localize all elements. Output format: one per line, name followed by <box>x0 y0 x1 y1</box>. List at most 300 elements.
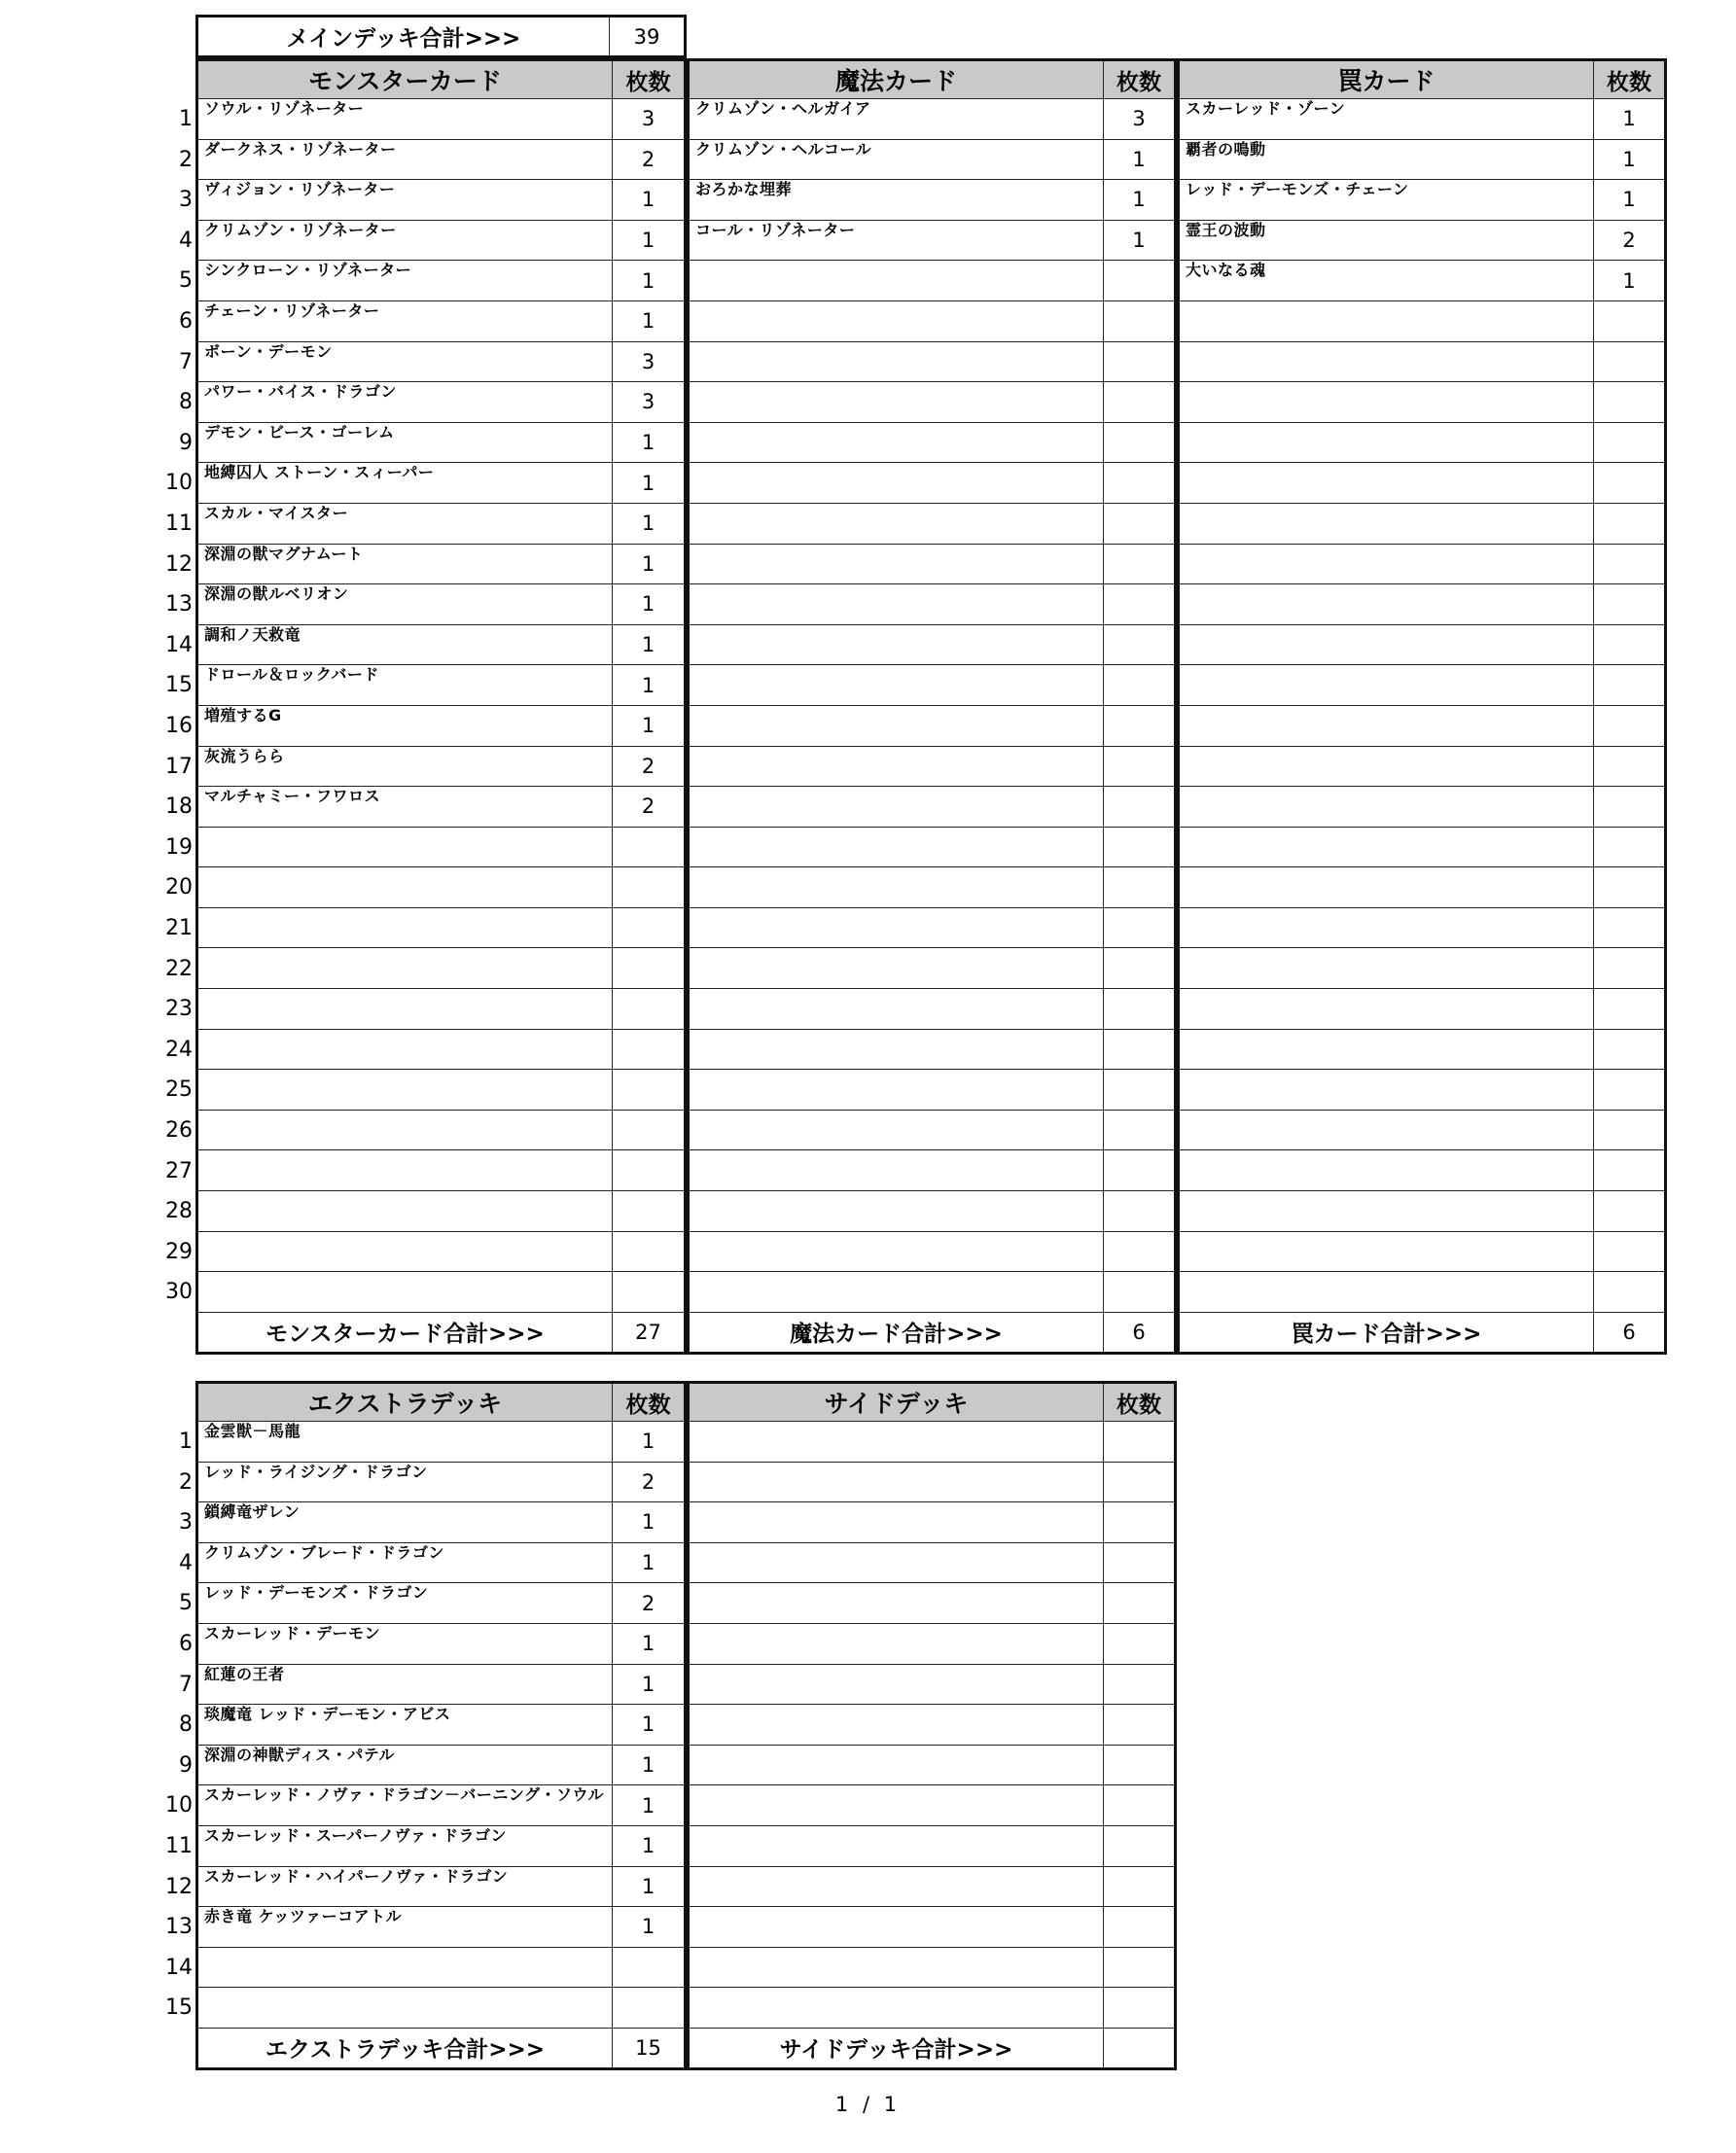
table-row <box>689 787 1176 828</box>
spell-card-name: クリムゾン・ヘルガイア <box>689 99 1104 140</box>
extra-card-name: 金雲獣－馬龍 <box>197 1422 613 1463</box>
side-card-count <box>1104 1542 1176 1583</box>
trap-total-label: 罠カード合計>>> <box>1179 1312 1594 1353</box>
row-number: 8 <box>179 390 193 415</box>
extra-card-count: 1 <box>613 1422 686 1463</box>
monster-card-count: 3 <box>613 341 686 382</box>
table-row <box>197 463 686 504</box>
monster-card-name: マルチャミー・フワロス <box>197 787 613 828</box>
monster-card-count <box>613 827 686 867</box>
monster-card-name <box>197 948 613 989</box>
table-row <box>197 261 686 301</box>
extra-total-value: 15 <box>613 2028 686 2068</box>
main-deck-total-value: 39 <box>610 17 686 57</box>
trap-card-count <box>1594 827 1666 867</box>
monster-card-name <box>197 1150 613 1191</box>
trap-card-count <box>1594 1070 1666 1111</box>
row-number: 10 <box>165 1793 193 1818</box>
monster-card-count <box>613 867 686 908</box>
monster-card-name: シンクローン・リゾネーター <box>197 261 613 301</box>
monster-card-name: 深淵の獣ルベリオン <box>197 584 613 625</box>
table-row <box>197 1705 686 1746</box>
trap-card-count <box>1594 1272 1666 1313</box>
spell-card-count: 3 <box>1104 99 1176 140</box>
spell-card-name <box>689 1191 1104 1232</box>
extra-card-count <box>613 1988 686 2029</box>
side-card-name <box>689 1664 1104 1705</box>
side-card-count <box>1104 1502 1176 1543</box>
spell-total-label: 魔法カード合計>>> <box>689 1312 1104 1353</box>
trap-card-name <box>1179 1191 1594 1232</box>
spell-card-count <box>1104 584 1176 625</box>
side-card-count <box>1104 1988 1176 2029</box>
spell-card-count <box>1104 989 1176 1030</box>
side-card-name <box>689 1705 1104 1746</box>
side-header: サイドデッキ <box>689 1383 1104 1422</box>
extra-card-count <box>613 1947 686 1988</box>
row-number: 2 <box>179 1469 193 1495</box>
table-row <box>689 1029 1176 1070</box>
spell-card-name <box>689 867 1104 908</box>
table-row <box>689 584 1176 625</box>
table-row <box>689 220 1176 261</box>
side-deck-table <box>687 1381 1177 2070</box>
table-row <box>197 705 686 746</box>
extra-card-count: 1 <box>613 1785 686 1826</box>
monster-card-count <box>613 1191 686 1232</box>
table-row <box>197 1583 686 1624</box>
row-number: 5 <box>179 268 193 294</box>
spell-card-count <box>1104 665 1176 706</box>
row-number: 13 <box>165 1915 193 1940</box>
trap-card-count <box>1594 989 1666 1030</box>
table-row <box>1179 503 1666 544</box>
trap-card-name: 大いなる魂 <box>1179 261 1594 301</box>
monster-card-count: 1 <box>613 503 686 544</box>
monster-card-name <box>197 1231 613 1272</box>
side-total-label: サイドデッキ合計>>> <box>689 2028 1104 2068</box>
trap-card-count <box>1594 463 1666 504</box>
table-row <box>689 1583 1176 1624</box>
spell-card-name <box>689 300 1104 341</box>
monster-card-count <box>613 907 686 948</box>
spell-card-count <box>1104 1191 1176 1232</box>
table-row <box>197 827 686 867</box>
table-row <box>689 1745 1176 1785</box>
table-row <box>197 1664 686 1705</box>
main-deck-total-label: メインデッキ合計>>> <box>197 17 610 57</box>
spell-card-table <box>687 58 1177 1355</box>
spell-card-name <box>689 787 1104 828</box>
monster-card-name: 深淵の獣マグナムート <box>197 544 613 584</box>
table-row <box>1179 99 1666 140</box>
monster-card-name <box>197 867 613 908</box>
table-row <box>689 1664 1176 1705</box>
spell-card-count <box>1104 827 1176 867</box>
side-card-count <box>1104 1947 1176 1988</box>
table-row <box>197 1272 686 1313</box>
table-row <box>689 1231 1176 1272</box>
extra-card-count: 1 <box>613 1502 686 1543</box>
side-card-name <box>689 1866 1104 1907</box>
trap-card-name <box>1179 300 1594 341</box>
table-row <box>689 1191 1176 1232</box>
table-row <box>689 1150 1176 1191</box>
monster-card-count: 2 <box>613 746 686 787</box>
monster-card-count: 1 <box>613 665 686 706</box>
extra-card-name: 紅蓮の王者 <box>197 1664 613 1705</box>
trap-card-count <box>1594 382 1666 423</box>
monster-card-count <box>613 1272 686 1313</box>
table-row <box>197 665 686 706</box>
spell-card-name <box>689 624 1104 665</box>
monster-card-count: 1 <box>613 220 686 261</box>
table-row <box>1179 1272 1666 1313</box>
table-row <box>1179 463 1666 504</box>
trap-card-name <box>1179 1272 1594 1313</box>
table-row <box>689 139 1176 180</box>
trap-card-name: 霊王の波動 <box>1179 220 1594 261</box>
trap-card-name <box>1179 948 1594 989</box>
spell-header: 魔法カード <box>689 60 1104 99</box>
extra-count-header: 枚数 <box>613 1383 686 1422</box>
extra-card-name: 琰魔竜 レッド・デーモン・アビス <box>197 1705 613 1746</box>
table-row <box>197 746 686 787</box>
extra-card-count: 1 <box>613 1866 686 1907</box>
trap-card-count <box>1594 705 1666 746</box>
table-row <box>197 1988 686 2029</box>
side-card-name <box>689 1785 1104 1826</box>
table-row <box>197 1907 686 1948</box>
trap-card-name <box>1179 463 1594 504</box>
extra-card-name: スカーレッド・ノヴァ・ドラゴン－バーニング・ソウル <box>197 1785 613 1826</box>
table-row <box>197 1542 686 1583</box>
table-row <box>197 1231 686 1272</box>
monster-card-count: 1 <box>613 544 686 584</box>
monster-card-name <box>197 1191 613 1232</box>
trap-card-name: レッド・デーモンズ・チェーン <box>1179 180 1594 221</box>
row-number: 13 <box>165 592 193 618</box>
table-row <box>689 341 1176 382</box>
table-row <box>1179 665 1666 706</box>
table-row <box>197 422 686 463</box>
spell-card-count <box>1104 624 1176 665</box>
spell-card-count <box>1104 544 1176 584</box>
spell-card-name <box>689 989 1104 1030</box>
extra-card-name: 深淵の神獣ディス・パテル <box>197 1745 613 1785</box>
table-row <box>689 827 1176 867</box>
side-card-name <box>689 1623 1104 1664</box>
table-row <box>689 1988 1176 2029</box>
trap-card-count <box>1594 1231 1666 1272</box>
spell-card-name <box>689 746 1104 787</box>
row-number: 30 <box>165 1280 193 1305</box>
trap-card-name <box>1179 746 1594 787</box>
side-card-count <box>1104 1745 1176 1785</box>
trap-card-count: 1 <box>1594 99 1666 140</box>
row-number: 18 <box>165 794 193 820</box>
side-card-count <box>1104 1705 1176 1746</box>
spell-card-name <box>689 463 1104 504</box>
side-card-name <box>689 1422 1104 1463</box>
table-row <box>689 463 1176 504</box>
spell-card-name <box>689 1070 1104 1111</box>
side-card-count <box>1104 1583 1176 1624</box>
row-number: 23 <box>165 997 193 1022</box>
table-row <box>197 1422 686 1463</box>
side-card-name <box>689 1988 1104 2029</box>
spell-card-name <box>689 382 1104 423</box>
monster-card-count: 1 <box>613 422 686 463</box>
row-number: 9 <box>179 1752 193 1778</box>
table-row <box>1179 1191 1666 1232</box>
extra-card-name: クリムゾン・ブレード・ドラゴン <box>197 1542 613 1583</box>
table-row <box>197 1110 686 1150</box>
row-number: 28 <box>165 1199 193 1224</box>
spell-card-name <box>689 1110 1104 1150</box>
monster-card-name: ダークネス・リゾネーター <box>197 139 613 180</box>
trap-card-name: スカーレッド・ゾーン <box>1179 99 1594 140</box>
row-number: 5 <box>179 1591 193 1616</box>
table-row <box>197 1947 686 1988</box>
table-row <box>197 787 686 828</box>
table-row <box>197 139 686 180</box>
trap-card-count <box>1594 341 1666 382</box>
table-row <box>197 99 686 140</box>
trap-header: 罠カード <box>1179 60 1594 99</box>
trap-card-count <box>1594 787 1666 828</box>
table-row <box>689 1623 1176 1664</box>
row-number: 7 <box>179 1672 193 1697</box>
spell-card-name <box>689 341 1104 382</box>
table-row <box>689 300 1176 341</box>
table-row <box>1179 867 1666 908</box>
table-row <box>689 705 1176 746</box>
side-card-name <box>689 1583 1104 1624</box>
side-card-count <box>1104 1785 1176 1826</box>
spell-card-name: コール・リゾネーター <box>689 220 1104 261</box>
table-row <box>689 1866 1176 1907</box>
spell-card-count <box>1104 341 1176 382</box>
monster-total-value: 27 <box>613 1312 686 1353</box>
table-row <box>1179 1150 1666 1191</box>
extra-card-count: 1 <box>613 1745 686 1785</box>
row-number: 25 <box>165 1077 193 1103</box>
table-row <box>197 503 686 544</box>
monster-card-count: 1 <box>613 584 686 625</box>
row-number: 21 <box>165 916 193 940</box>
row-number: 9 <box>179 430 193 455</box>
trap-count-header: 枚数 <box>1594 60 1666 99</box>
side-total-value <box>1104 2028 1176 2068</box>
monster-card-count <box>613 948 686 989</box>
row-number: 22 <box>165 956 193 981</box>
table-row <box>1179 422 1666 463</box>
trap-card-count <box>1594 624 1666 665</box>
extra-deck-table <box>195 1381 687 2070</box>
trap-card-count <box>1594 1029 1666 1070</box>
monster-card-count: 1 <box>613 300 686 341</box>
monster-card-name <box>197 1272 613 1313</box>
table-row <box>689 503 1176 544</box>
trap-card-name <box>1179 1231 1594 1272</box>
monster-header: モンスターカード <box>197 60 613 99</box>
spell-card-name <box>689 584 1104 625</box>
side-card-name <box>689 1462 1104 1502</box>
table-row <box>197 1462 686 1502</box>
monster-card-name: ソウル・リゾネーター <box>197 99 613 140</box>
spell-card-name <box>689 422 1104 463</box>
table-row <box>1179 989 1666 1030</box>
row-number: 10 <box>165 471 193 496</box>
table-row <box>197 624 686 665</box>
extra-card-name: 鎖縛竜ザレン <box>197 1502 613 1543</box>
monster-card-name: チェーン・リゾネーター <box>197 300 613 341</box>
table-row <box>1179 746 1666 787</box>
table-row <box>197 1866 686 1907</box>
spell-card-count: 1 <box>1104 220 1176 261</box>
monster-card-name: 地縛囚人 ストーン・スィーパー <box>197 463 613 504</box>
row-number: 24 <box>165 1037 193 1062</box>
table-row <box>1179 1231 1666 1272</box>
extra-card-name <box>197 1947 613 1988</box>
row-number: 4 <box>179 228 193 253</box>
extra-card-count: 1 <box>613 1664 686 1705</box>
row-number: 1 <box>179 1429 193 1454</box>
side-card-count <box>1104 1462 1176 1502</box>
trap-card-name <box>1179 1029 1594 1070</box>
monster-card-name: パワー・バイス・ドラゴン <box>197 382 613 423</box>
table-row <box>1179 341 1666 382</box>
trap-card-name <box>1179 584 1594 625</box>
spell-card-name: おろかな埋葬 <box>689 180 1104 221</box>
monster-card-name <box>197 1070 613 1111</box>
spell-card-count: 1 <box>1104 180 1176 221</box>
table-row <box>689 1110 1176 1150</box>
monster-card-count: 1 <box>613 705 686 746</box>
row-number: 15 <box>165 1995 193 2021</box>
trap-card-count <box>1594 867 1666 908</box>
monster-total-label: モンスターカード合計>>> <box>197 1312 613 1353</box>
spell-card-name <box>689 827 1104 867</box>
trap-card-count <box>1594 1110 1666 1150</box>
monster-card-name <box>197 989 613 1030</box>
trap-card-count <box>1594 584 1666 625</box>
spell-card-name <box>689 1272 1104 1313</box>
row-number: 16 <box>165 714 193 738</box>
spell-card-count <box>1104 261 1176 301</box>
row-number: 2 <box>179 147 193 172</box>
monster-card-name: 灰流うらら <box>197 746 613 787</box>
trap-card-name <box>1179 1110 1594 1150</box>
extra-card-name: スカーレッド・スーパーノヴァ・ドラゴン <box>197 1825 613 1866</box>
table-row <box>197 907 686 948</box>
trap-card-count <box>1594 746 1666 787</box>
spell-card-count <box>1104 463 1176 504</box>
spell-card-name: クリムゾン・ヘルコール <box>689 139 1104 180</box>
table-row <box>197 220 686 261</box>
table-row <box>689 1502 1176 1543</box>
table-row <box>689 746 1176 787</box>
trap-card-name <box>1179 989 1594 1030</box>
table-row <box>1179 827 1666 867</box>
row-number: 15 <box>165 673 193 698</box>
table-row <box>1179 544 1666 584</box>
row-number: 20 <box>165 875 193 900</box>
spell-card-count <box>1104 1110 1176 1150</box>
table-row <box>689 1070 1176 1111</box>
monster-card-count: 1 <box>613 624 686 665</box>
monster-card-count: 1 <box>613 261 686 301</box>
trap-card-table <box>1177 58 1667 1355</box>
monster-card-count <box>613 989 686 1030</box>
monster-card-name: 調和ノ天救竜 <box>197 624 613 665</box>
table-row <box>689 382 1176 423</box>
monster-count-header: 枚数 <box>613 60 686 99</box>
monster-card-count: 2 <box>613 139 686 180</box>
trap-card-count <box>1594 1150 1666 1191</box>
table-row <box>689 907 1176 948</box>
row-number: 6 <box>179 1632 193 1656</box>
spell-card-count <box>1104 422 1176 463</box>
table-row <box>689 1422 1176 1463</box>
table-row <box>689 99 1176 140</box>
trap-card-name <box>1179 827 1594 867</box>
side-card-count <box>1104 1422 1176 1463</box>
table-row <box>689 1542 1176 1583</box>
monster-card-name <box>197 907 613 948</box>
monster-card-count <box>613 1231 686 1272</box>
trap-card-count <box>1594 300 1666 341</box>
monster-card-name: ボーン・デーモン <box>197 341 613 382</box>
spell-card-count <box>1104 746 1176 787</box>
row-number: 12 <box>165 1874 193 1899</box>
table-row <box>1179 787 1666 828</box>
spell-card-count <box>1104 705 1176 746</box>
table-row <box>689 180 1176 221</box>
spell-card-count <box>1104 948 1176 989</box>
side-card-name <box>689 1947 1104 1988</box>
row-number: 4 <box>179 1550 193 1575</box>
table-row <box>689 261 1176 301</box>
side-card-name <box>689 1907 1104 1948</box>
table-row <box>689 948 1176 989</box>
monster-card-count <box>613 1150 686 1191</box>
trap-card-name <box>1179 341 1594 382</box>
spell-card-count <box>1104 1070 1176 1111</box>
trap-card-name <box>1179 382 1594 423</box>
monster-card-name: ドロール＆ロックバード <box>197 665 613 706</box>
spell-card-count <box>1104 787 1176 828</box>
side-card-count <box>1104 1907 1176 1948</box>
monster-card-count: 3 <box>613 99 686 140</box>
spell-card-count <box>1104 1150 1176 1191</box>
spell-card-count <box>1104 867 1176 908</box>
table-row <box>689 867 1176 908</box>
side-card-name <box>689 1502 1104 1543</box>
trap-card-count: 2 <box>1594 220 1666 261</box>
spell-card-name <box>689 1150 1104 1191</box>
row-number: 12 <box>165 551 193 577</box>
table-row <box>197 1785 686 1826</box>
trap-total-value: 6 <box>1594 1312 1666 1353</box>
monster-card-count: 1 <box>613 463 686 504</box>
extra-card-name <box>197 1988 613 2029</box>
table-row <box>197 989 686 1030</box>
table-row <box>1179 139 1666 180</box>
monster-card-table <box>195 58 687 1355</box>
row-number: 27 <box>165 1158 193 1183</box>
